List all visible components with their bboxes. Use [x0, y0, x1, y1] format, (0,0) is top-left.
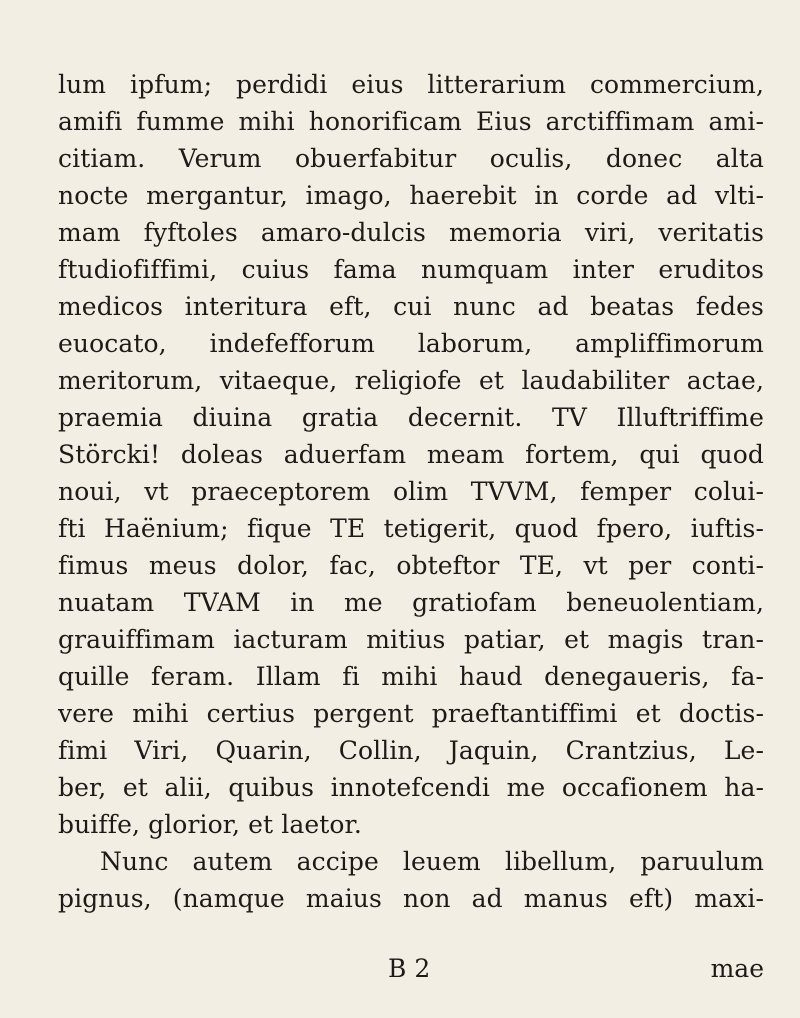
text-line-19: fimi Viri, Quarin, Collin, Jaquin, Crantzius, Le- [58, 736, 764, 765]
text-line-20: ber, et alii, quibus innotefcendi me occafionem ha- [58, 773, 764, 802]
text-line-9: meritorum, vitaeque, religiofe et laudabiliter actae, [58, 366, 764, 395]
text-line-5: mam fyftoles amaro-dulcis memoria viri, veritatis [58, 218, 764, 247]
text-line-15: nuatam TVAM in me gratiofam beneuolentiam, [58, 588, 764, 617]
signature-mark: B 2 [388, 954, 431, 983]
text-line-2: amifi fumme mihi honorificam Eius arctiffimam ami- [58, 107, 764, 136]
text-line-17: quille feram. Illam fi mihi haud denegaueris, fa- [58, 662, 764, 691]
text-line-8: euocato, indefefforum laborum, ampliffimorum [58, 329, 764, 358]
page-footer [58, 950, 764, 987]
catchword: mae [710, 954, 764, 983]
text-line-1: lum ipfum; perdidi eius litterarium commercium, [58, 70, 765, 99]
text-line-6: ftudiofiffimi, cuius fama numquam inter eruditos [58, 255, 764, 284]
text-line-7: medicos interitura eft, cui nunc ad beatas fedes [58, 292, 764, 321]
text-line-4: nocte mergantur, imago, haerebit in corde ad vlti- [58, 181, 764, 210]
text-line-16: grauiffimam iacturam mitius patiar, et magis tran- [58, 625, 764, 654]
text-line-13: fti Haënium; fique TE tetigerit, quod fpero, iuftis- [58, 514, 764, 543]
text-line-21: buiffe, glorior, et laetor. [58, 810, 362, 839]
body-text [58, 66, 764, 917]
text-line-11: Störcki! doleas aduerfam meam fortem, qui quod [58, 440, 764, 469]
text-line-10: praemia diuina gratia decernit. TV Illuftriffime [58, 403, 764, 432]
text-line-22: Nunc autem accipe leuem libellum, paruulum [100, 847, 764, 876]
text-line-12: noui, vt praeceptorem olim TVVM, femper colui- [58, 477, 764, 506]
text-line-14: fimus meus dolor, fac, obteftor TE, vt per conti- [58, 551, 764, 580]
text-line-18: vere mihi certius pergent praeftantiffimi et doctis- [58, 699, 764, 728]
text-line-3: citiam. Verum obuerfabitur oculis, donec alta [58, 144, 764, 173]
text-line-23: pignus, (namque maius non ad manus eft) maxi- [58, 884, 764, 913]
